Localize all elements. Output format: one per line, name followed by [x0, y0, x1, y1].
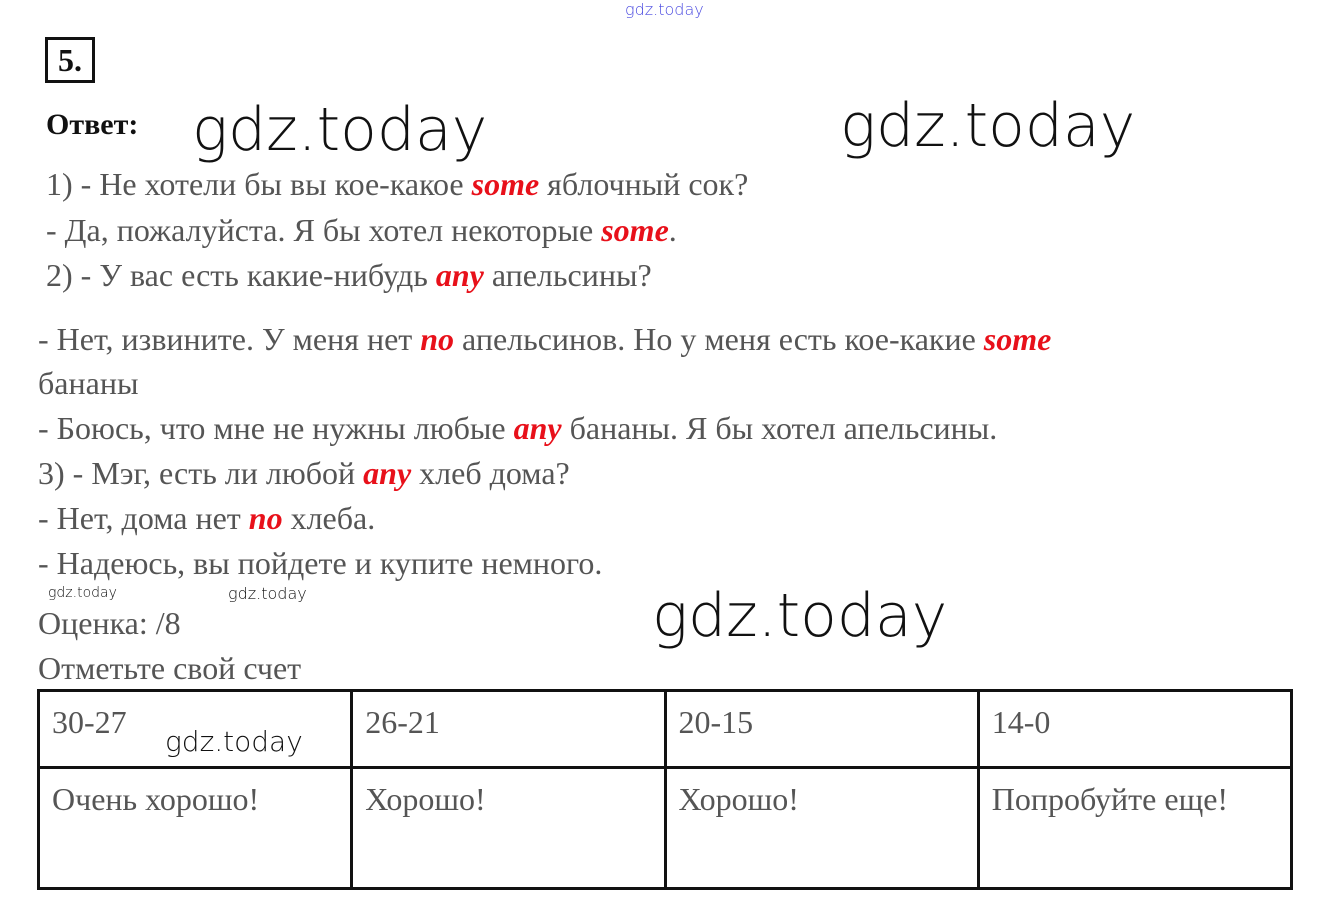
table-cell: 26-21 [352, 691, 665, 768]
text-line-5: бананы [38, 365, 139, 401]
text-line-7: 3) - Мэг, есть ли любой any хлеб дома? [38, 455, 570, 491]
watermark-top: gdz.today [625, 0, 704, 19]
text-line-4: - Нет, извините. У меня нет no апельсинов. Но у меня есть кое-какие some [38, 321, 1052, 357]
text-line-1: 1) - Не хотели бы вы кое-какое some яблочный сок? [46, 166, 749, 202]
task-number: 5. [45, 37, 95, 83]
table-cell: 20-15 [665, 691, 978, 768]
watermark-small-1: gdz.today [48, 585, 117, 601]
watermark-table: gdz.today [165, 725, 303, 758]
answer-label: Ответ: [46, 108, 139, 141]
watermark-large-2: gdz.today [840, 91, 1136, 161]
table-row [39, 768, 1292, 889]
watermark-large-1: gdz.today [192, 95, 488, 165]
table-cell: Очень хорошо! [39, 768, 352, 889]
watermark-small-2: gdz.today [228, 584, 307, 603]
watermark-large-3: gdz.today [652, 581, 948, 651]
text-line-9: - Надеюсь, вы пойдете и купите немного. [38, 545, 603, 581]
text-line-6: - Боюсь, что мне не нужны любые any бананы. Я бы хотел апельсины. [38, 410, 998, 446]
text-line-8: - Нет, дома нет no хлеба. [38, 500, 376, 536]
table-cell: Попробуйте еще! [978, 768, 1291, 889]
score-table [37, 689, 1293, 890]
table-cell: 14-0 [978, 691, 1291, 768]
text-line-3: 2) - У вас есть какие-нибудь any апельсины? [46, 257, 652, 293]
table-cell: Хорошо! [665, 768, 978, 889]
mark-label: Отметьте свой счет [38, 650, 302, 686]
table-cell: 30-27 [39, 691, 352, 768]
text-line-2: - Да, пожалуйста. Я бы хотел некоторые some. [46, 212, 677, 248]
score-label: Оценка: /8 [38, 605, 181, 641]
table-cell: Хорошо! [352, 768, 665, 889]
